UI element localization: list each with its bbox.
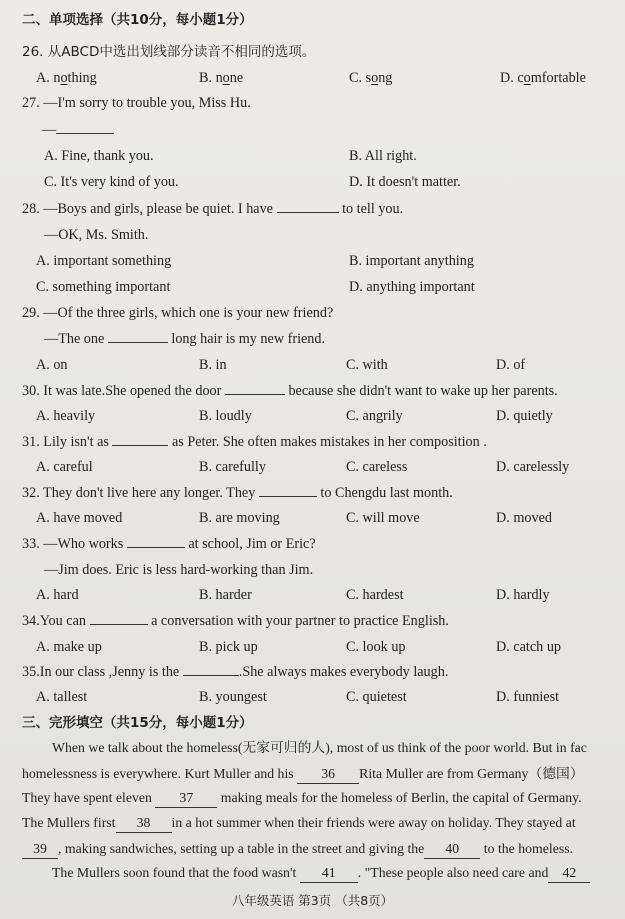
- q33-option-a[interactable]: A. hard: [36, 587, 79, 603]
- q34-stem: 34.You can a conversation with your partner to practice English.: [22, 613, 449, 629]
- q26-option-b[interactable]: B. none: [199, 70, 244, 86]
- q29-option-c[interactable]: C. with: [346, 357, 388, 373]
- q33-option-c[interactable]: C. hardest: [346, 587, 404, 603]
- q27-option-d[interactable]: D. It doesn't matter.: [349, 174, 461, 190]
- section3-title: 三、完形填空（共15分，每小题1分）: [22, 715, 253, 731]
- q31-option-b[interactable]: B. carefully: [199, 459, 266, 475]
- q28-option-a[interactable]: A. important something: [36, 253, 172, 269]
- q27-option-b[interactable]: B. All right.: [349, 148, 417, 164]
- q26-option-c[interactable]: C. song: [349, 70, 393, 86]
- q32-stem: 32. They don't live here any longer. They to Chengdu last month.: [22, 485, 453, 501]
- q29-option-a[interactable]: A. on: [36, 357, 68, 373]
- q26-stem: 26. 从ABCD中选出划线部分读音不相同的选项。: [22, 44, 316, 60]
- q31-option-c[interactable]: C. careless: [346, 459, 408, 475]
- q35-stem: 35.In our class ,Jenny is the .She always makes everybody laugh.: [22, 664, 449, 680]
- q28-reply: —OK, Ms. Smith.: [44, 227, 149, 243]
- cloze-line-5: 39 , making sandwiches, setting up a table in the street and giving the 40 to the homeless.: [22, 840, 573, 859]
- q27-option-a[interactable]: A. Fine, thank you.: [44, 148, 154, 164]
- q27-stem: 27. —I'm sorry to trouble you, Miss Hu.: [22, 95, 251, 111]
- cloze-blank-41[interactable]: 41: [300, 864, 358, 883]
- q27-option-c[interactable]: C. It's very kind of you.: [44, 174, 179, 190]
- q31-stem: 31. Lily isn't as as Peter. She often makes mistakes in her composition .: [22, 434, 487, 450]
- page-footer: 八年级英语 第3页 （共8页）: [231, 893, 394, 908]
- q34-option-d[interactable]: D. catch up: [496, 639, 562, 655]
- q33-reply: —Jim does. Eric is less hard-working than Jim.: [44, 562, 314, 578]
- cloze-line-3: They have spent eleven 37 making meals for the homeless of Berlin, the capital of Germany.: [22, 789, 582, 808]
- q29-option-b[interactable]: B. in: [199, 357, 227, 373]
- q32-option-d[interactable]: D. moved: [496, 510, 552, 526]
- cloze-blank-40[interactable]: 40: [424, 840, 480, 859]
- q34-option-b[interactable]: B. pick up: [199, 639, 258, 655]
- section2-title: 二、单项选择（共10分，每小题1分）: [22, 12, 253, 28]
- q30-stem: 30. It was late.She opened the door because she didn't want to wake up her parents.: [22, 383, 558, 399]
- q29-reply: —The one long hair is my new friend.: [44, 331, 326, 347]
- q28-option-b[interactable]: B. important anything: [349, 253, 474, 269]
- q28-option-d[interactable]: D. anything important: [349, 279, 475, 295]
- q33-option-b[interactable]: B. harder: [199, 587, 252, 603]
- q29-stem: 29. —Of the three girls, which one is your new friend?: [22, 305, 334, 321]
- cloze-line-1: When we talk about the homeless(无家可归的人), most of us think of the poor world. But in fac: [52, 740, 587, 755]
- cloze-blank-38[interactable]: 38: [116, 814, 172, 833]
- q35-option-b[interactable]: B. youngest: [199, 689, 267, 705]
- q35-option-a[interactable]: A. tallest: [36, 689, 88, 705]
- q35-option-d[interactable]: D. funniest: [496, 689, 560, 705]
- q30-option-d[interactable]: D. quietly: [496, 408, 553, 424]
- cloze-line-2: homelessness is everywhere. Kurt Muller and his 36 Rita Muller are from Germany（德国）: [22, 765, 584, 784]
- q34-option-a[interactable]: A. make up: [36, 639, 102, 655]
- cloze-line-4: The Mullers first 38 in a hot summer when their friends were away on holiday. They stayed at: [22, 814, 576, 833]
- q33-stem: 33. —Who works at school, Jim or Eric?: [22, 536, 316, 552]
- q32-option-a[interactable]: A. have moved: [36, 510, 123, 526]
- q32-option-c[interactable]: C. will move: [346, 510, 420, 526]
- q30-option-a[interactable]: A. heavily: [36, 408, 96, 424]
- q28-stem: 28. —Boys and girls, please be quiet. I have to tell you.: [22, 201, 404, 217]
- cloze-line-6: The Mullers soon found that the food wasn't 41 . "These people also need care and 42: [52, 864, 590, 883]
- q31-option-a[interactable]: A. careful: [36, 459, 93, 475]
- q27-answer-line[interactable]: —: [42, 121, 114, 139]
- cloze-blank-37[interactable]: 37: [155, 789, 217, 808]
- q30-option-c[interactable]: C. angrily: [346, 408, 403, 424]
- q30-option-b[interactable]: B. loudly: [199, 408, 252, 424]
- q32-option-b[interactable]: B. are moving: [199, 510, 280, 526]
- q29-option-d[interactable]: D. of: [496, 357, 526, 373]
- cloze-blank-42[interactable]: 42: [548, 864, 590, 883]
- q35-option-c[interactable]: C. quietest: [346, 689, 407, 705]
- cloze-blank-39[interactable]: 39: [22, 840, 58, 859]
- q34-option-c[interactable]: C. look up: [346, 639, 406, 655]
- q33-option-d[interactable]: D. hardly: [496, 587, 550, 603]
- q26-option-a[interactable]: A. nothing: [36, 70, 97, 86]
- q31-option-d[interactable]: D. carelessly: [496, 459, 570, 475]
- cloze-blank-36[interactable]: 36: [297, 765, 359, 784]
- q28-option-c[interactable]: C. something important: [36, 279, 171, 295]
- q26-option-d[interactable]: D. comfortable: [500, 70, 586, 86]
